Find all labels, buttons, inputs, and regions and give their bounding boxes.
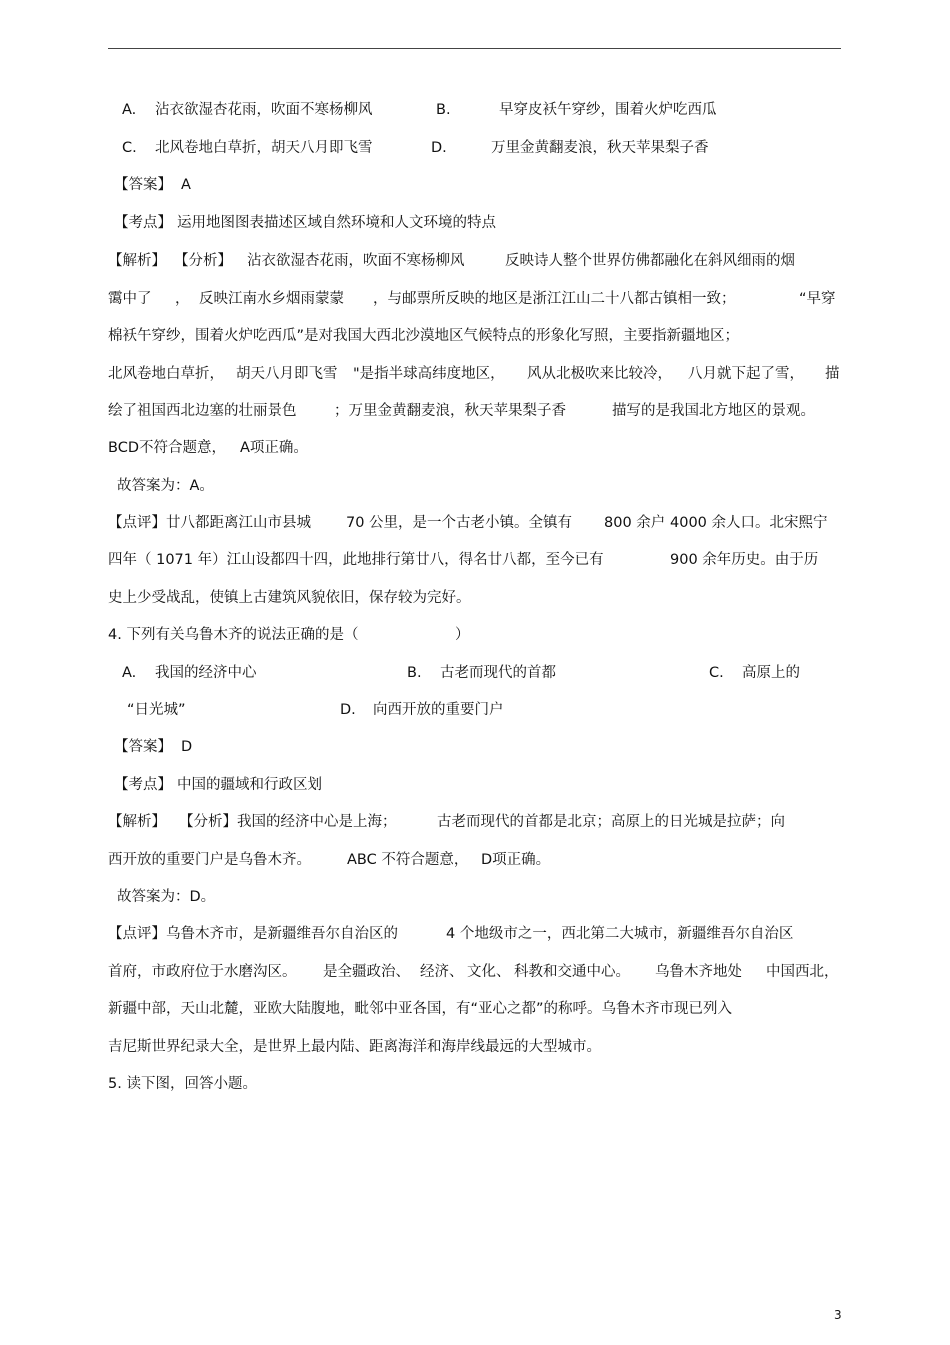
q3-analysis-text: 描写的是我国北方地区的景观。	[612, 403, 815, 419]
q3-comment: 四年（ 1071 年）江山设都四十四，此地排行第廿八，得名廿八都，至今已有	[108, 552, 604, 568]
q3-comment: 史上少受战乱，使镇上古建筑风貌依旧，保存较为完好。	[108, 590, 471, 606]
q3-analysis-text: ；万里金黄翻麦浪，秋天苹果梨子香	[334, 403, 566, 419]
q3-option-a-letter: A.	[122, 102, 137, 118]
q3-analysis-text: “早穿	[799, 291, 836, 307]
q4-option-d-text: 向西开放的重要门户	[373, 702, 504, 718]
q3-kaodian-label: 【考点】	[114, 215, 172, 231]
q4-comment: 吉尼斯世界纪录大全，是世界上最内陆、距离海洋和海岸线最远的大型城市。	[108, 1039, 601, 1055]
q4-analysis-text: 古老而现代的首都是北京；高原上的日光城是拉萨；向	[437, 814, 785, 830]
q3-analysis-text: 反映江南水乡烟雨蒙蒙	[199, 291, 344, 307]
q4-kaodian: 中国的疆域和行政区划	[177, 777, 322, 793]
q3-option-c-letter: C.	[122, 140, 137, 156]
q3-option-a-text: 沾衣欲湿杏花雨，吹面不寒杨柳风	[155, 102, 373, 118]
q3-option-c-text: 北风卷地白草折，胡天八月即飞雪	[155, 140, 373, 156]
q4-analysis-text: 西开放的重要门户是乌鲁木齐。	[108, 852, 311, 868]
q4-comment: 乌鲁木齐地处	[655, 964, 742, 980]
q3-analysis-text: 霭中了	[108, 291, 152, 307]
q5-stem: 5. 读下图，回答小题。	[108, 1076, 257, 1092]
q3-option-b-letter: B.	[436, 102, 451, 118]
q3-comment: 800 余户	[604, 515, 666, 531]
q3-analysis-text: 八月就下起了雪，	[688, 366, 804, 382]
q3-analysis-text: ，与邮票所反映的地区是浙江江山二十八都古镇相一致；	[373, 291, 736, 307]
q3-analysis-label: 【解析】	[108, 253, 166, 269]
header-rule	[108, 48, 841, 49]
q3-analysis-sub: 【分析】	[174, 253, 232, 269]
q4-comment: 4 个地级市之一，西北第二大城市，新疆维吾尔自治区	[446, 926, 794, 942]
q3-kaodian: 运用地图图表描述区域自然环境和人文环境的特点	[177, 215, 496, 231]
page-number: 3	[834, 1308, 842, 1322]
q3-comment: 4000 余人口。北宋熙宁	[670, 515, 828, 531]
q4-comment: 经济、	[420, 964, 464, 980]
q3-analysis-text: 风从北极吹来比较冷，	[527, 366, 672, 382]
q3-analysis-text: A项正确。	[240, 440, 308, 456]
q3-analysis-text: 绘了祖国西北边塞的壮丽景色	[108, 403, 297, 419]
q4-option-d-letter: D.	[340, 702, 356, 718]
q3-option-d-text: 万里金黄翻麦浪，秋天苹果梨子香	[491, 140, 709, 156]
q4-analysis-text: 【分析】我国的经济中心是上海；	[179, 814, 397, 830]
q4-answer: D	[181, 739, 193, 755]
q3-analysis-text: 沾衣欲湿杏花雨，吹面不寒杨柳风	[247, 253, 465, 269]
q4-option-c-text-cont: “日光城”	[127, 702, 186, 718]
q4-comment: 首府，市政府位于水磨沟区。	[108, 964, 297, 980]
q4-comment: 中国西北，	[766, 964, 839, 980]
q4-option-c-letter: C.	[709, 665, 724, 681]
q4-comment: 新疆中部，天山北麓，亚欧大陆腹地，毗邻中亚各国，有“亚心之都”的称呼。乌鲁木齐市现已列入	[108, 1001, 733, 1017]
q4-option-a-letter: A.	[122, 665, 137, 681]
q3-analysis-text: 棉袄午穿纱，围着火炉吃西瓜”是对我国大西北沙漠地区气候特点的形象化写照，主要指新疆地区；	[108, 328, 740, 344]
q3-analysis-text: 反映诗人整个世界仿佛都融化在斜风细雨的烟	[505, 253, 795, 269]
q4-option-c-text: 高原上的	[742, 665, 800, 681]
q3-analysis-text: BCD不符合题意，	[108, 440, 226, 456]
q3-analysis-text: 胡天八月即飞雪	[236, 366, 338, 382]
q3-option-b-text: 早穿皮袄午穿纱，围着火炉吃西瓜	[499, 102, 717, 118]
q3-answer-label: 【答案】	[114, 177, 172, 193]
q4-answer-label: 【答案】	[114, 739, 172, 755]
q4-option-b-text: 古老而现代的首都	[440, 665, 556, 681]
q4-comment: 【点评】乌鲁木齐市，是新疆维吾尔自治区的	[108, 926, 398, 942]
q4-analysis-label: 【解析】	[108, 814, 166, 830]
q3-comment: 70 公里，是一个古老小镇。全镇有	[346, 515, 573, 531]
q4-comment: 文化、	[467, 964, 511, 980]
q3-comment: 【点评】廿八都距离江山市县城	[108, 515, 311, 531]
q3-analysis-text: ，	[175, 291, 190, 307]
q4-stem: 4. 下列有关乌鲁木齐的说法正确的是（	[108, 627, 359, 643]
q3-analysis-text: 描	[825, 366, 840, 382]
q4-option-a-text: 我国的经济中心	[155, 665, 257, 681]
q4-kaodian-label: 【考点】	[114, 777, 172, 793]
q4-option-b-letter: B.	[407, 665, 422, 681]
q4-analysis-text: D项正确。	[481, 852, 551, 868]
q3-answer: A	[181, 177, 191, 193]
q3-option-d-letter: D.	[431, 140, 447, 156]
q4-conclusion: 故答案为：D。	[117, 889, 216, 905]
q3-conclusion: 故答案为：A。	[117, 478, 214, 494]
q4-stem-close: ）	[455, 627, 470, 643]
q4-comment: 是全疆政治、	[323, 964, 410, 980]
q4-analysis-text: ABC 不符合题意，	[347, 852, 469, 868]
q3-comment: 900 余年历史。由于历	[670, 552, 819, 568]
q4-comment: 科教和交通中心。	[514, 964, 630, 980]
q3-analysis-text: "是指半球高纬度地区，	[353, 366, 505, 382]
q3-analysis-text: 北风卷地白草折，	[108, 366, 224, 382]
